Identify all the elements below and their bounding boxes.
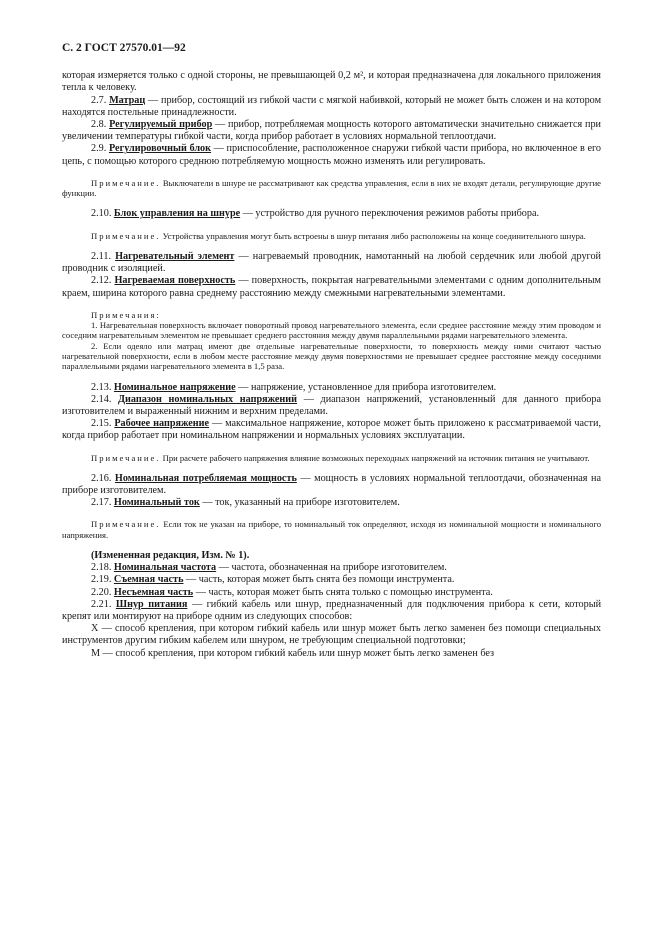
note-1: [62, 178, 601, 199]
def-text: — ток, указанный на приборе изготовителем.: [199, 497, 400, 509]
def-text: — частота, обозначенная на приборе изготовителем.: [216, 562, 447, 574]
amendment-note: [62, 550, 601, 562]
definition-2-14: [62, 394, 601, 418]
definition-2-20: [62, 587, 601, 599]
def-number: 2.15.: [91, 418, 112, 430]
def-term: Номинальное напряжение: [113, 381, 236, 393]
def-number: 2.18.: [91, 562, 112, 574]
definition-2-8: [62, 119, 601, 143]
def-number: 2.13.: [91, 381, 112, 393]
def-number: 2.7.: [91, 94, 107, 106]
def-text: — гибкий кабель или шнур, предназначенный для подключения прибора к сети, который крепят или монтируют на приборе одним из следующих способов:: [62, 598, 602, 623]
note-label: Примечание.: [91, 230, 161, 241]
def-number: 2.12.: [91, 275, 112, 287]
note-text: Устройства управления могут быть встроены в шнур питания либо расположены на конце соединительного шнура.: [162, 230, 586, 241]
definition-2-16: [62, 473, 601, 497]
definition-2-19: [62, 574, 601, 586]
definition-2-17: [62, 497, 601, 509]
note-label: Примечание.: [91, 452, 161, 463]
def-text: — поверхность, покрытая нагревательными элементами с одним дополнительным краем, ширина которого равна среднему расстоянию между смежными нагревательными элементами.: [62, 275, 602, 299]
note-text: Выключатели в шнуре не рассматривают как средства управления, если в них не входят детали, регулирующие другие функции.: [62, 177, 602, 199]
note-4: [62, 453, 601, 463]
definition-2-21: [62, 599, 601, 623]
def-term: Номинальная частота: [113, 562, 217, 574]
definition-2-18: [62, 562, 601, 574]
definition-2-9: [62, 143, 601, 167]
def-term: Регулировочный блок: [108, 143, 212, 155]
def-term: Несъемная часть: [113, 586, 194, 598]
amendment-text: (Измененная редакция, Изм. № 1).: [91, 550, 250, 562]
note-2: [62, 231, 601, 241]
definition-2-11: [62, 251, 601, 275]
def-number: 2.14.: [91, 393, 112, 405]
paragraph-intro: которая измеряется только с одной стороны, не превышающей 0,2 м², и которая предназначена для локального приложения тепла к человеку.: [62, 70, 601, 94]
definition-2-7: [62, 95, 601, 119]
note-3-1: 1. Нагревательная поверхность включает поворотный провод нагревательного элемента, если среднее расстояние между этим проводом и соседним нагревательным элементом не превышает среднего расстояния между двумя параллельными рядами нагревательного элемента.: [62, 320, 601, 341]
note-label: Примечание.: [91, 177, 161, 188]
def-term: Номинальный ток: [113, 497, 200, 509]
page-header: С. 2 ГОСТ 27570.01—92: [62, 42, 186, 54]
note-label: Примечание.: [91, 519, 161, 530]
def-number: 2.10.: [91, 208, 112, 220]
definition-2-12: [62, 275, 601, 299]
def-term: Номинальная потребляемая мощность: [114, 472, 297, 484]
def-text: — мощность в условиях нормальной теплоотдачи, обозначенная на приборе изготовителем.: [62, 472, 602, 497]
def-number: 2.11.: [91, 250, 111, 262]
def-text: — напряжение, установленное для прибора изготовителем.: [235, 381, 497, 393]
def-text: — максимальное напряжение, которое может быть приложено к рассматриваемой части, когда прибор работает при номинальном напряжении и нормальных условиях эксплуатации.: [62, 418, 602, 442]
def-term: Шнур питания: [115, 598, 188, 610]
def-number: 2.17.: [91, 497, 112, 509]
definition-2-10: [62, 208, 601, 220]
notes-heading: [62, 310, 601, 320]
def-text: — приспособление, расположенное снаружи гибкой части прибора, но включенное в его цепь, с помощью которого среднюю потребляемую мощность можно изменять или регулировать.: [62, 143, 602, 167]
def-term: Рабочее напряжение: [114, 418, 210, 430]
def-number: 2.16.: [91, 472, 112, 484]
def-number: 2.9.: [91, 143, 107, 155]
note-text: Если ток не указан на приборе, то номинальный ток определяют, исходя из номинальной мощности и номинального напряжения.: [62, 519, 601, 540]
note-3-2: 2. Если одеяло или матрац имеют две отдельные нагревательные поверхности, то поверхность между ними считают частью нагревательной поверхности, если в любом месте расстояние между двумя поверхностями не превышает среднее расстояние между соседними параллельными рядами нагревательного элемента в 1,5 раза.: [62, 340, 601, 372]
def-term: Нагревательный элемент: [115, 250, 235, 262]
def-text: — диапазон напряжений, установленный для данного прибора изготовителем и выраженный нижним и верхним пределами.: [62, 393, 601, 417]
def-number: 2.20.: [91, 586, 112, 598]
paragraph-x-method: X — способ крепления, при котором гибкий кабель или шнур может быть легко заменен без помощи специальных инструментов другим гибким кабелем или шнуром, не требующим специальной подготовки;: [62, 623, 601, 647]
def-number: 2.19.: [91, 574, 112, 586]
def-term: Блок управления на шнуре: [113, 208, 241, 220]
def-number: 2.21.: [91, 598, 112, 610]
def-term: Нагреваемая поверхность: [114, 275, 236, 287]
def-text: — часть, которая может быть снята только с помощью инструмента.: [193, 586, 493, 598]
def-term: Диапазон номинальных напряжений: [118, 393, 298, 405]
def-text: — часть, которая может быть снята без помощи инструмента.: [183, 574, 455, 586]
def-text: — нагреваемый проводник, намотанный на любой сердечник или любой другой проводник с изоляцией.: [62, 250, 602, 275]
def-term: Матрац: [109, 94, 146, 106]
note-5: [62, 519, 601, 540]
def-term: Регулируемый прибор: [109, 119, 213, 131]
definition-2-15: [62, 418, 601, 442]
def-number: 2.8.: [91, 119, 107, 131]
def-text: — прибор, состоящий из гибкой части с мягкой набивкой, который не может быть сложен и на котором находятся постельные принадлежности.: [62, 94, 602, 118]
note-text: При расчете рабочего напряжения влияние возможных переходных напряжений на источник питания не учитывают.: [162, 452, 590, 463]
def-term: Съемная часть: [113, 574, 184, 586]
def-text: — устройство для ручного переключения режимов работы прибора.: [240, 208, 540, 220]
definition-2-13: [62, 382, 601, 394]
paragraph-m-method: М — способ крепления, при котором гибкий кабель или шнур может быть легко заменен без: [91, 647, 495, 659]
def-text: — прибор, потребляемая мощность которого автоматически значительно снижается при увеличении температуры гибкой части, когда прибор работает в условиях нормальной теплоотдачи.: [62, 119, 602, 143]
note-label: Примечания:: [91, 309, 161, 320]
